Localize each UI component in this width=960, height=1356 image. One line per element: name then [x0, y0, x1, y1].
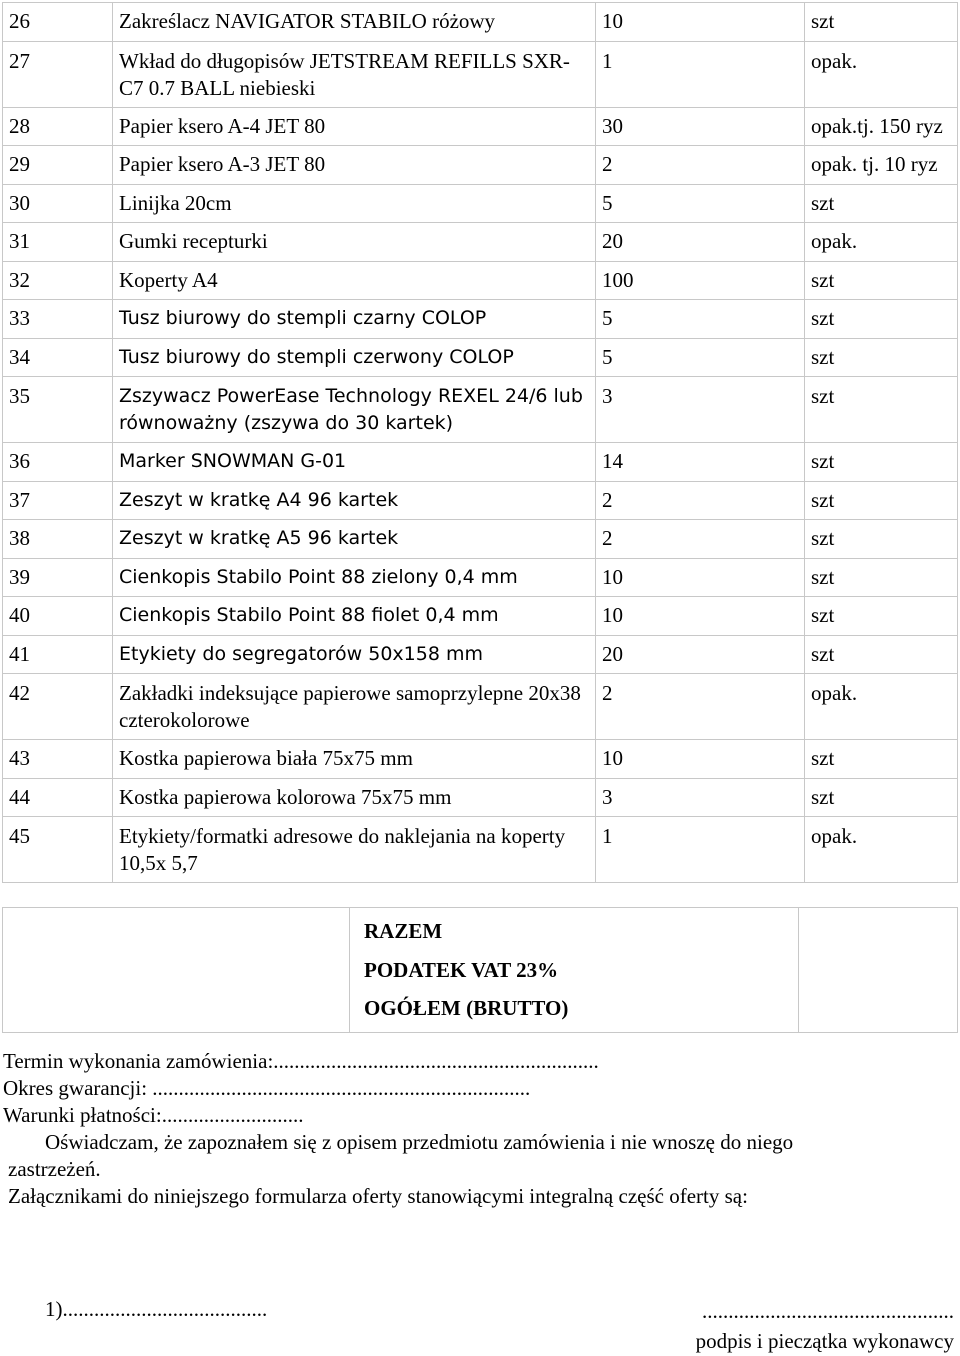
table-row	[3, 817, 958, 883]
item-number-cell: 44	[3, 778, 113, 817]
item-unit-cell: szt	[805, 778, 958, 817]
item-name-cell: Zeszyt w kratkę A5 96 kartek	[113, 520, 596, 559]
item-number-cell: 33	[3, 300, 113, 339]
summary-table	[2, 907, 958, 1033]
item-name-cell: Kostka papierowa kolorowa 75x75 mm	[113, 778, 596, 817]
item-number-cell: 35	[3, 377, 113, 443]
item-number-cell: 31	[3, 223, 113, 262]
item-name-cell: Papier ksero A-4 JET 80	[113, 107, 596, 146]
item-number-cell: 38	[3, 520, 113, 559]
item-quantity-cell: 100	[596, 261, 805, 300]
item-unit-cell: szt	[805, 377, 958, 443]
item-number-cell: 26	[3, 3, 113, 42]
table-row	[3, 558, 958, 597]
warranty-line: Okres gwarancji: ........................................................................	[3, 1076, 531, 1100]
item-unit-cell: szt	[805, 3, 958, 42]
item-number-cell: 29	[3, 146, 113, 185]
table-row	[3, 481, 958, 520]
item-unit-cell: szt	[805, 597, 958, 636]
item-unit-cell: szt	[805, 558, 958, 597]
summary-labels-cell	[350, 908, 799, 1033]
table-row	[3, 674, 958, 740]
item-number-cell: 36	[3, 443, 113, 482]
attachment-item-1: 1).......................................	[45, 1297, 268, 1321]
item-unit-cell: szt	[805, 300, 958, 339]
item-unit-cell: opak.	[805, 41, 958, 107]
table-row	[3, 520, 958, 559]
item-number-cell: 41	[3, 635, 113, 674]
item-name-cell: Linijka 20cm	[113, 184, 596, 223]
item-unit-cell: szt	[805, 520, 958, 559]
offer-footer	[3, 1048, 957, 1210]
item-quantity-cell: 10	[596, 597, 805, 636]
item-name-cell: Zakreślacz NAVIGATOR STABILO różowy	[113, 3, 596, 42]
item-unit-cell: szt	[805, 443, 958, 482]
item-number-cell: 42	[3, 674, 113, 740]
table-row	[3, 261, 958, 300]
table-row	[3, 300, 958, 339]
table-row	[3, 146, 958, 185]
item-quantity-cell: 20	[596, 635, 805, 674]
item-name-cell: Tusz biurowy do stempli czerwony COLOP	[113, 338, 596, 377]
item-number-cell: 30	[3, 184, 113, 223]
item-name-cell: Zakładki indeksujące papierowe samoprzylepne 20x38 czterokolorowe	[113, 674, 596, 740]
item-unit-cell: szt	[805, 338, 958, 377]
attachments-line: Załącznikami do niniejszego formularza oferty stanowiącymi integralną część oferty są:	[8, 1184, 748, 1208]
item-number-cell: 34	[3, 338, 113, 377]
item-quantity-cell: 2	[596, 146, 805, 185]
item-name-cell: Cienkopis Stabilo Point 88 zielony 0,4 mm	[113, 558, 596, 597]
item-quantity-cell: 2	[596, 674, 805, 740]
summary-row	[3, 908, 958, 1033]
completion-date-line: Termin wykonania zamówienia:..............................................................	[3, 1049, 599, 1073]
item-number-cell: 28	[3, 107, 113, 146]
table-row	[3, 443, 958, 482]
item-quantity-cell: 30	[596, 107, 805, 146]
payment-terms-line: Warunki płatności:...........................	[3, 1103, 304, 1127]
signature-caption: podpis i pieczątka wykonawcy	[695, 1329, 954, 1353]
item-unit-cell: opak. tj. 10 ryz	[805, 146, 958, 185]
item-quantity-cell: 1	[596, 41, 805, 107]
item-name-cell: Kostka papierowa biała 75x75 mm	[113, 740, 596, 779]
table-row	[3, 338, 958, 377]
gross-total-label: OGÓŁEM (BRUTTO)	[364, 996, 569, 1020]
item-name-cell: Gumki recepturki	[113, 223, 596, 262]
item-name-cell: Zeszyt w kratkę A4 96 kartek	[113, 481, 596, 520]
item-quantity-cell: 1	[596, 817, 805, 883]
item-quantity-cell: 5	[596, 338, 805, 377]
item-number-cell: 45	[3, 817, 113, 883]
item-name-cell: Cienkopis Stabilo Point 88 fiolet 0,4 mm	[113, 597, 596, 636]
item-number-cell: 32	[3, 261, 113, 300]
item-name-cell: Etykiety do segregatorów 50x158 mm	[113, 635, 596, 674]
item-name-cell: Papier ksero A-3 JET 80	[113, 146, 596, 185]
table-row	[3, 41, 958, 107]
item-quantity-cell: 10	[596, 558, 805, 597]
item-quantity-cell: 3	[596, 778, 805, 817]
total-label: RAZEM	[364, 919, 443, 943]
declaration-line-continued: zastrzeżeń.	[8, 1157, 101, 1181]
item-quantity-cell: 14	[596, 443, 805, 482]
item-unit-cell: szt	[805, 261, 958, 300]
vat-label: PODATEK VAT 23%	[364, 957, 559, 982]
item-quantity-cell: 5	[596, 184, 805, 223]
table-row	[3, 3, 958, 42]
item-unit-cell: opak.	[805, 817, 958, 883]
item-quantity-cell: 2	[596, 481, 805, 520]
item-name-cell: Zszywacz PowerEase Technology REXEL 24/6 lub równoważny (zszywa do 30 kartek)	[113, 377, 596, 443]
item-unit-cell: opak.tj. 150 ryz	[805, 107, 958, 146]
item-unit-cell: szt	[805, 481, 958, 520]
table-row	[3, 778, 958, 817]
table-row	[3, 740, 958, 779]
table-row	[3, 184, 958, 223]
item-quantity-cell: 5	[596, 300, 805, 339]
item-number-cell: 37	[3, 481, 113, 520]
declaration-line: Oświadczam, że zapoznałem się z opisem przedmiotu zamówienia i nie wnoszę do niego	[45, 1130, 794, 1154]
item-unit-cell: szt	[805, 184, 958, 223]
table-row	[3, 597, 958, 636]
item-name-cell: Tusz biurowy do stempli czarny COLOP	[113, 300, 596, 339]
item-name-cell: Etykiety/formatki adresowe do naklejania na koperty 10,5x 5,7	[113, 817, 596, 883]
signature-dots: ................................................	[702, 1299, 954, 1323]
item-quantity-cell: 2	[596, 520, 805, 559]
item-unit-cell: szt	[805, 635, 958, 674]
item-quantity-cell: 10	[596, 740, 805, 779]
signature-block	[696, 1296, 954, 1356]
summary-blank-cell	[3, 908, 350, 1033]
items-table-body	[3, 3, 958, 883]
item-name-cell: Marker SNOWMAN G-01	[113, 443, 596, 482]
item-unit-cell: opak.	[805, 674, 958, 740]
table-row	[3, 107, 958, 146]
item-unit-cell: szt	[805, 740, 958, 779]
table-row	[3, 223, 958, 262]
summary-value-cell	[799, 908, 958, 1033]
items-table	[2, 2, 958, 883]
table-row	[3, 635, 958, 674]
item-name-cell: Wkład do długopisów JETSTREAM REFILLS SXR-C7 0.7 BALL niebieski	[113, 41, 596, 107]
item-number-cell: 39	[3, 558, 113, 597]
item-unit-cell: opak.	[805, 223, 958, 262]
item-name-cell: Koperty A4	[113, 261, 596, 300]
item-number-cell: 40	[3, 597, 113, 636]
item-quantity-cell: 20	[596, 223, 805, 262]
table-row	[3, 377, 958, 443]
item-quantity-cell: 10	[596, 3, 805, 42]
item-quantity-cell: 3	[596, 377, 805, 443]
item-number-cell: 43	[3, 740, 113, 779]
item-number-cell: 27	[3, 41, 113, 107]
